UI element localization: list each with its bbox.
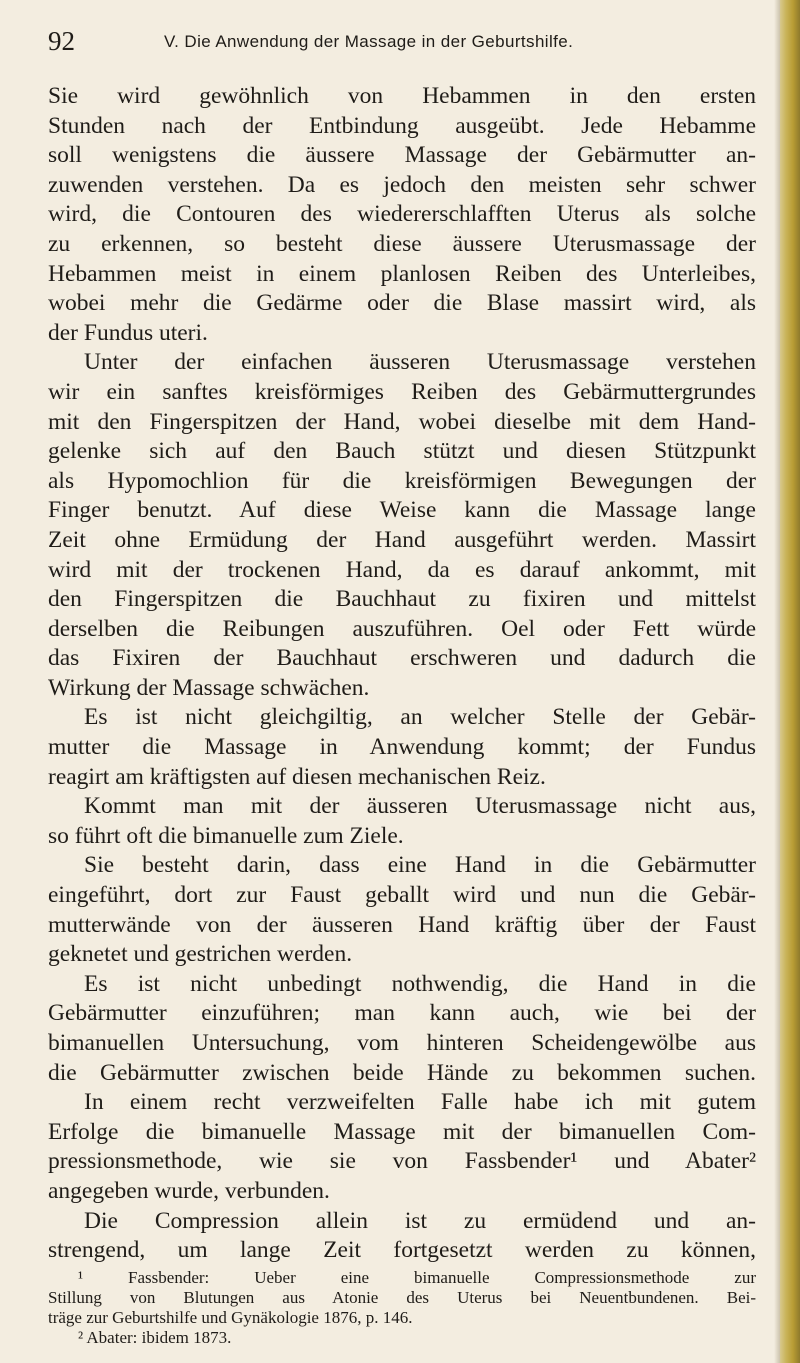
text-line: wird mit der trockenen Hand, da es darauf ankommt, mit: [48, 556, 756, 583]
footnotes: [48, 1268, 756, 1348]
text-line: Sie wird gewöhnlich von Hebammen in den ersten: [48, 83, 756, 109]
text-line: Kommt man mit der äusseren Uterusmassage nicht aus,: [84, 793, 756, 820]
text-line: geknetet und gestrichen werden.: [48, 941, 353, 968]
text-line: Hebammen meist in einem planlosen Reiben des Unterleibes,: [48, 260, 756, 287]
text-line: mit den Fingerspitzen der Hand, wobei dieselbe mit dem Hand-: [48, 408, 756, 435]
text-line: Sie besteht darin, dass eine Hand in die Gebärmutter: [84, 852, 756, 879]
text-line: soll wenigstens die äussere Massage der Gebärmutter an-: [48, 142, 756, 169]
text-line: mutterwände von der äusseren Hand kräftig über der Faust: [48, 911, 756, 938]
book-edge: [780, 0, 800, 1363]
text-line: die Gebärmutter zwischen beide Hände zu bekommen suchen.: [48, 1059, 756, 1086]
page-header: [48, 26, 748, 56]
text-line: Unter der einfachen äusseren Uterusmassage verstehen: [84, 349, 756, 376]
text-line: Finger benutzt. Auf diese Weise kann die Massage lange: [48, 497, 756, 524]
text-line: bimanuellen Untersuchung, vom hinteren Scheidengewölbe aus: [48, 1030, 756, 1056]
footnote-line: Stillung von Blutungen aus Atonie des Uterus bei Neuentbundenen. Bei-: [48, 1288, 756, 1307]
text-line: als Hypomochlion für die kreisförmigen Bewegungen der: [48, 467, 756, 494]
text-line: gelenke sich auf den Bauch stützt und diesen Stützpunkt: [48, 438, 756, 465]
text-line: Stunden nach der Entbindung ausgeübt. Jede Hebamme: [48, 112, 756, 139]
footnote-line: ² Abater: ibidem 1873.: [78, 1328, 232, 1347]
text-line: den Fingerspitzen die Bauchhaut zu fixiren und mittelst: [48, 586, 756, 613]
text-line: angegeben wurde, verbunden.: [48, 1177, 330, 1204]
text-line: zu erkennen, so besteht diese äussere Uterusmassage der: [48, 230, 756, 257]
footnote-line: träge zur Geburtshilfe und Gynäkologie 1876, p. 146.: [48, 1308, 413, 1327]
text-line: wir ein sanftes kreisförmiges Reiben des Gebärmuttergrundes: [48, 378, 756, 405]
footnote-line: ¹ Fassbender: Ueber eine bimanuelle Compressionsmethode zur: [78, 1268, 756, 1287]
text-line: eingeführt, dort zur Faust geballt wird und nun die Gebär-: [48, 882, 756, 909]
text-line: Es ist nicht unbedingt nothwendig, die Hand in die: [84, 970, 756, 997]
text-line: der Fundus uteri.: [48, 319, 208, 346]
text-line: Wirkung der Massage schwächen.: [48, 674, 370, 701]
text-line: reagirt am kräftigsten auf diesen mechanischen Reiz.: [48, 763, 546, 790]
page-number: 92: [48, 26, 75, 56]
text-line: zuwenden verstehen. Da es jedoch den meisten sehr schwer: [48, 171, 756, 198]
text-line: strengend, um lange Zeit fortgesetzt werden zu können,: [48, 1237, 756, 1264]
text-line: mutter die Massage in Anwendung kommt; der Fundus: [48, 734, 756, 761]
text-line: pressionsmethode, wie sie von Fassbender¹ und Abater²: [48, 1148, 756, 1175]
text-line: derselben die Reibungen auszuführen. Oel oder Fett würde: [48, 615, 756, 642]
body-text: [48, 82, 756, 1266]
text-line: Erfolge die bimanuelle Massage mit der bimanuellen Com-: [48, 1118, 756, 1145]
text-line: Gebärmutter einzuführen; man kann auch, wie bei der: [48, 1000, 756, 1027]
text-line: wobei mehr die Gedärme oder die Blase massirt wird, als: [48, 290, 756, 317]
running-title: V. Die Anwendung der Massage in der Geburtshilfe.: [164, 32, 574, 51]
text-line: wird, die Contouren des wiedererschlafften Uterus als solche: [48, 201, 756, 228]
text-line: In einem recht verzweifelten Falle habe ich mit gutem: [84, 1089, 756, 1116]
text-line: so führt oft die bimanuelle zum Ziele.: [48, 822, 404, 849]
text-line: Die Compression allein ist zu ermüdend und an-: [84, 1207, 756, 1234]
text-line: Es ist nicht gleichgiltig, an welcher Stelle der Gebär-: [84, 704, 756, 731]
text-line: das Fixiren der Bauchhaut erschweren und dadurch die: [48, 645, 756, 672]
text-line: Zeit ohne Ermüdung der Hand ausgeführt werden. Massirt: [48, 526, 756, 553]
